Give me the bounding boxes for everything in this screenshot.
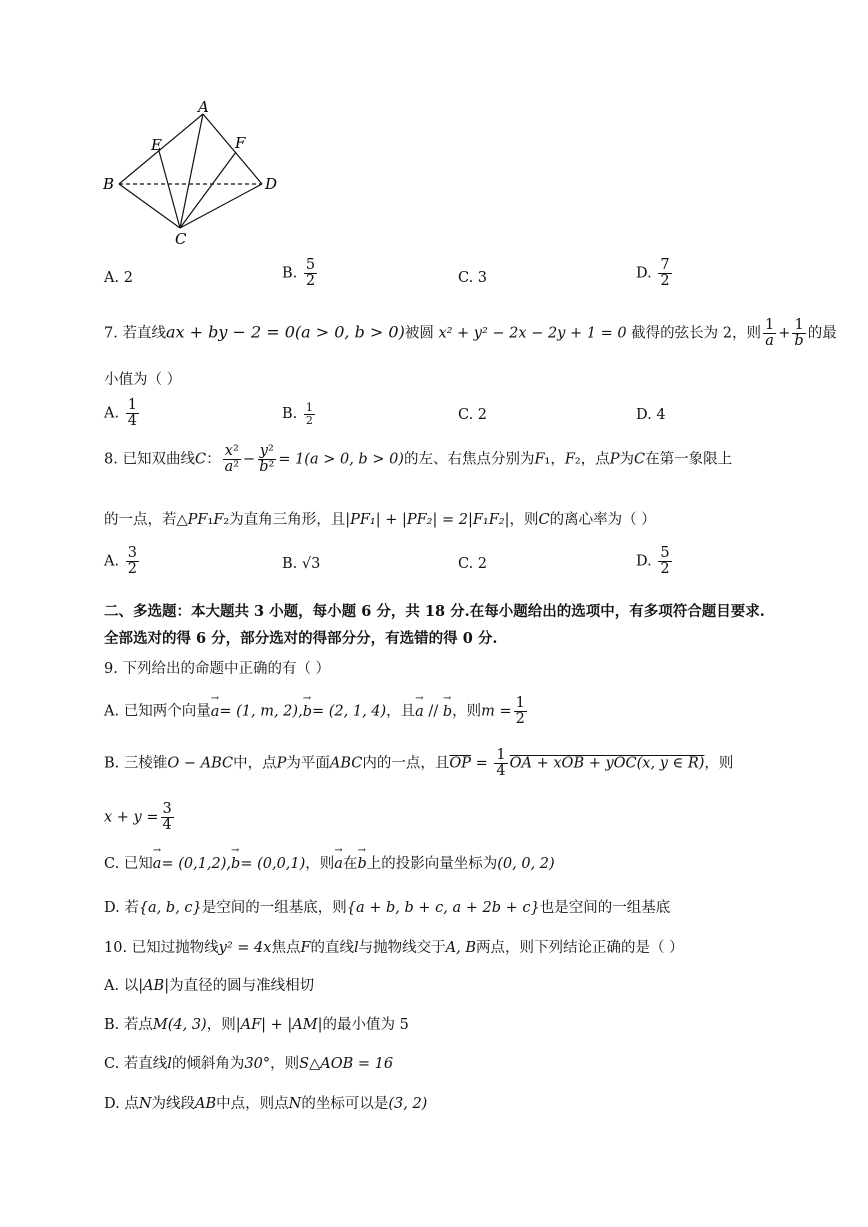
- q10-stem: 10. 已知过抛物线y² = 4x焦点F的直线l与抛物线交于A, B两点，则下列结论正确的是（ ）: [104, 940, 684, 956]
- q7-option-c: C. 2: [458, 407, 488, 423]
- label-E: E: [151, 136, 162, 154]
- q8-stem: 8. 已知双曲线C： $\frac{\text{x²}}{\text{a²}}$ − $\frac{\text{y²}}{\text{b²}}$ = 1(a > 0, b > 0)的左、右焦点分别为F₁，F₂，点P为C在第一象限上: [104, 443, 733, 476]
- q7-stem: 7. 若直线ax + by − 2 = 0(a > 0, b > 0)被圆 x² + y² − 2x − 2y + 1 = 0 截得的弦长为 2，则 $\frac{1}{a}$ + $\frac{1}{b}$ 的最: [104, 317, 837, 350]
- q7-option-b: B. $\frac{1}{2}$: [282, 401, 313, 427]
- q8-option-c: C. 2: [458, 556, 488, 572]
- q8-option-b: B. √3: [282, 556, 321, 572]
- q6-option-a: A. 2: [104, 270, 133, 286]
- q9-option-a: A. 已知两个向量→ a= (1, m, 2),→ b= (2, 1, 4)，且→ a // → b，则m = $\frac{1}{2}$: [104, 696, 529, 727]
- q6-option-d: D. $\frac{7}{2}$: [636, 257, 670, 290]
- q10-option-c: C. 若直线l的倾斜角为30°，则S△AOB = 16: [104, 1056, 394, 1072]
- q9-option-b-line2: x + y = $\frac{3}{4}$: [104, 801, 172, 834]
- label-D: D: [265, 175, 278, 193]
- section2-heading-line2: 全部选对的得 6 分，部分选对的得部分分，有选错的得 0 分.: [104, 630, 498, 647]
- section2-heading: 二、多选题：本大题共 3 小题，每小题 6 分，共 18 分.在每小题给出的选项中，有多项符合题目要求.: [104, 603, 765, 620]
- q8-option-d: D. $\frac{5}{2}$: [636, 545, 670, 578]
- q7-option-a: A. $\frac{1}{4}$: [104, 397, 137, 430]
- label-F: F: [235, 134, 246, 152]
- q10-option-a: A. 以|AB|为直径的圆与准线相切: [104, 978, 315, 994]
- q7-stem-line2: 小值为（ ）: [104, 372, 182, 388]
- label-A: A: [198, 100, 209, 116]
- geometry-figure: [95, 100, 295, 250]
- q6-option-b: B. $\frac{5}{2}$: [282, 257, 316, 290]
- q9-stem: 9. 下列给出的命题中正确的有（ ）: [104, 661, 331, 677]
- q10-option-d: D. 点N为线段AB中点，则点N的坐标可以是(3, 2): [104, 1096, 428, 1112]
- q8-option-a: A. $\frac{3}{2}$: [104, 545, 137, 578]
- q9-option-c: C. 已知→ a= (0,1,2),→ b= (0,0,1)，则→ a在→ b上的投影向量坐标为(0, 0, 2): [104, 852, 555, 873]
- q10-option-b: B. 若点M(4, 3)，则|AF| + |AM|的最小值为 5: [104, 1017, 409, 1033]
- label-C: C: [175, 230, 187, 248]
- q8-stem-line2: 的一点，若△PF₁F₂为直角三角形，且|PF₁| + |PF₂| = 2|F₁F₂|，则C的离心率为（ ）: [104, 512, 656, 528]
- q9-option-d: D. 若{a, b, c}是空间的一组基底，则{a + b, b + c, a + 2b + c}也是空间的一组基底: [104, 900, 671, 916]
- q6-option-c: C. 3: [458, 270, 488, 286]
- q9-option-b: B. 三棱锥O − ABC中，点P为平面ABC内的一点，且$\overline{OP}$ = $\frac{1}{4}$ OA + xOB + yOC(x, y ∈ R)，则: [104, 747, 734, 780]
- label-B: B: [103, 175, 115, 193]
- q7-option-d: D. 4: [636, 407, 666, 423]
